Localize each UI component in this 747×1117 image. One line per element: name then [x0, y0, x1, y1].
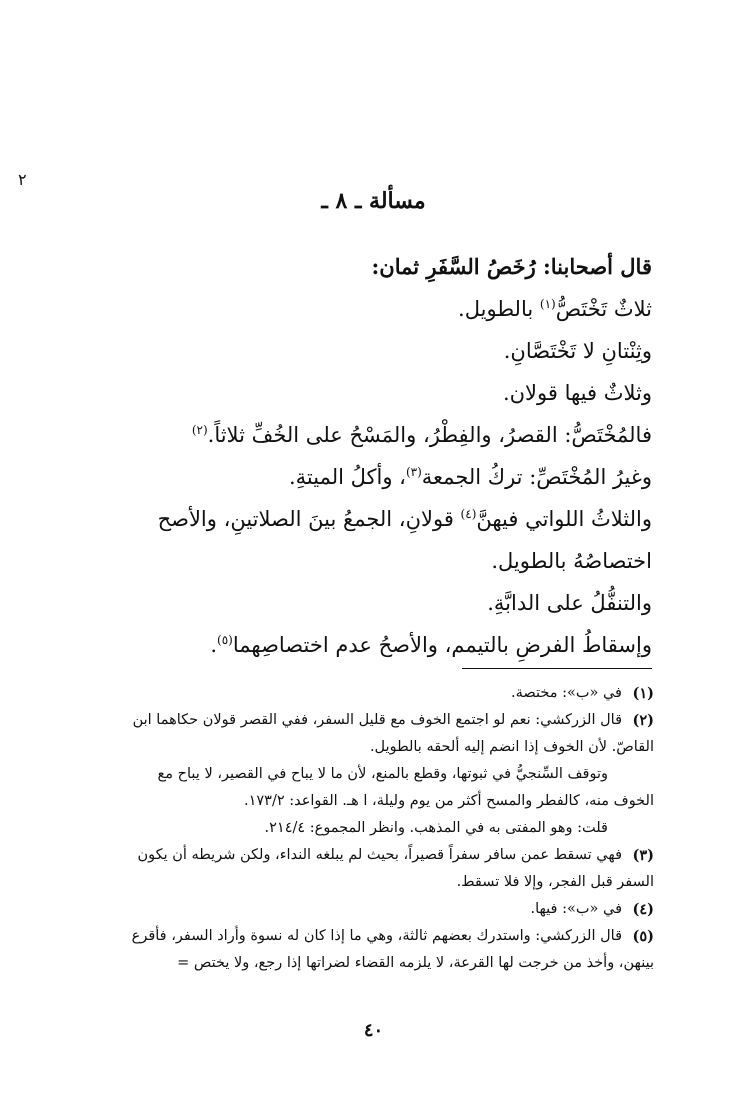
footnote-line: السفر قبل الفجر، وإلا فلا تسقط. — [456, 874, 654, 890]
footnote-2 — [94, 707, 654, 842]
main-line-3: وثِنْتانِ لا تَخْتَصَّانِ. — [503, 339, 652, 363]
footnote-4 — [94, 896, 654, 923]
main-line-8: اختصاصُهُ بالطويل. — [491, 549, 652, 573]
footnote-line: الخوف منه، كالفطر والمسح أكثر من يوم وليلة، ا هـ. القواعد: ١٧٣/٢. — [243, 793, 654, 809]
footnote-line: قلت: وهو المفتى به في المذهب. وانظر المجموع: ٢١٤/٤. — [264, 820, 608, 836]
main-line-4: وثلاثٌ فيها قولان. — [502, 381, 652, 405]
footnote-number: (١) — [632, 685, 654, 702]
main-line-2: ثلاثٌ تَخْتَصُّ$^{(١)}$ بالطويل. — [458, 297, 652, 321]
footnote-line: قال الزركشي: نعم لو اجتمع الخوف مع قليل السفر، ففي القصر قولان حكاهما ابن — [132, 712, 622, 728]
footnote-line: وتوقف السِّنجيُّ في ثبوتها، وقطع بالمنع، لأن ما لا يباح في القصير، لا يباح مع — [157, 766, 608, 782]
footnote-line: قال الزركشي: واستدرك بعضهم ثالثة، وهي ما إذا كان له نسوة وأراد السفر، فأقرع — [131, 928, 622, 944]
footnote-ref-3[interactable]: (٣) — [405, 465, 422, 479]
footnote-ref-4[interactable]: (٤) — [460, 507, 477, 521]
footnote-line: القاصّ. لأن الخوف إذا انضم إليه ألحقه بالطويل. — [369, 739, 654, 755]
footnote-ref-1[interactable]: (١) — [539, 297, 556, 311]
footnote-3 — [94, 842, 654, 896]
main-line-6: وغيرُ المُخْتَصِّ: تركُ الجمعة$^{(٣)}$، وأكلُ الميتةِ. — [288, 465, 652, 489]
footnote-ref-5[interactable]: (٥) — [217, 633, 233, 647]
footnote-line: فهي تسقط عمن سافر سفراً قصيراً، بحيث لم يبلغه النداء، ولكن شريطه أن يكون — [137, 847, 622, 863]
main-line-7: والثلاثُ اللواتي فيهنَّ$^{(٤)}$ قولانِ، الجمعُ بينَ الصلاتينِ، والأصح — [157, 507, 652, 531]
main-line-10: وإسقاطُ الفرضِ بالتيمم، والأصحُ عدم اختصاصِهما$^{(٥)}$. — [210, 633, 652, 657]
footnote-number: (٢) — [632, 712, 654, 729]
main-line-5: فالمُخْتَصُّ: القصرُ، والفِطْرُ، والمَسْحُ على الخُفِّ ثلاثاً.$^{(٢)}$ — [191, 423, 652, 447]
page-number: ٤٠ — [363, 1020, 384, 1041]
main-line-9: والتنفُّلُ على الدابَّةِ. — [487, 591, 652, 615]
footnote-number: (٤) — [632, 901, 654, 918]
footnote-5 — [94, 923, 654, 977]
footnote-ref-2[interactable]: (٢) — [191, 423, 208, 437]
footnote-1 — [94, 680, 654, 707]
footnote-number: (٣) — [632, 847, 654, 864]
footnote-line: في «ب»: مختصة. — [511, 685, 622, 701]
footnote-separator — [462, 668, 652, 669]
footnote-line: في «ب»: فيها. — [530, 901, 622, 917]
footnote-number: (٥) — [632, 928, 654, 945]
footnotes — [94, 680, 654, 977]
footnote-line: بينهن، وأخذ من خرجت لها القرعة، لا يلزمه القضاء لضراتها إذا رجع، ولا يختص = — [177, 955, 654, 971]
section-heading: مسألة ـ ٨ ـ — [321, 188, 426, 214]
main-text — [92, 246, 652, 666]
corner-mark: ٢ — [18, 170, 27, 189]
main-line-1: قال أصحابنا: رُخَصُ السَّفَرِ ثمان: — [371, 254, 652, 279]
